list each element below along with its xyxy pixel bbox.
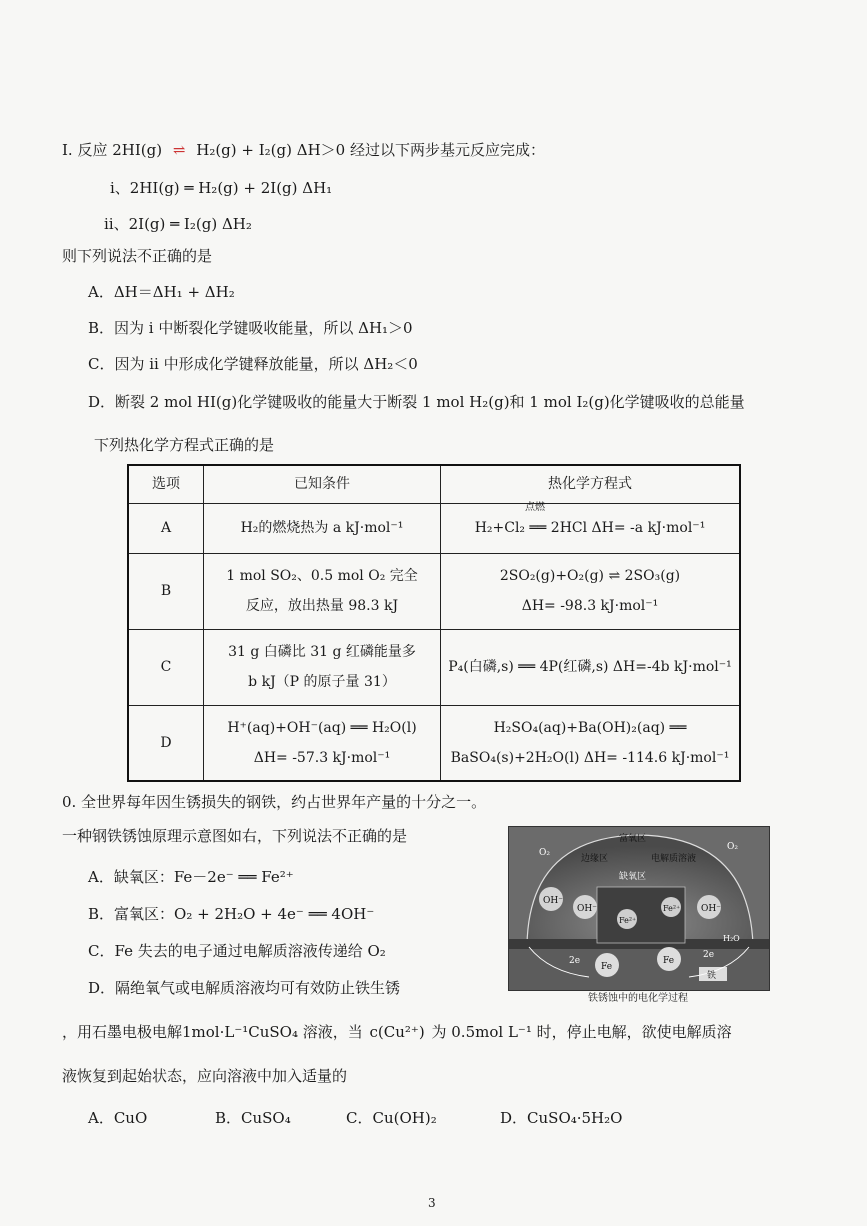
- label-oh-1: OH⁻: [543, 896, 563, 906]
- label-o2-left: O₂: [539, 848, 550, 858]
- row-equation: P₄(白磷,s) ══ 4P(红磷,s) ΔH=-4b kJ·mol⁻¹: [441, 629, 741, 705]
- q3-option-a[interactable]: A．缺氧区：Fe－2e⁻ ══ Fe²⁺: [88, 868, 294, 886]
- row-option[interactable]: B: [128, 553, 204, 629]
- label-rich-oxygen: 富氧区: [619, 834, 647, 844]
- q4-option-c[interactable]: C．Cu(OH)₂: [346, 1109, 437, 1127]
- label-edge: 边缘区: [581, 854, 609, 864]
- corrosion-diagram: [509, 827, 769, 990]
- row-condition: 31 g 白磷比 31 g 红磷能量多 b kJ（P 的原子量 31）: [204, 629, 441, 705]
- label-h2o: H₂O: [723, 934, 740, 943]
- q1-option-b[interactable]: B．因为 i 中断裂化学键吸收能量，所以 ΔH₁＞0: [88, 319, 413, 337]
- row-equation: 2SO₂(g)+O₂(g) ⇌ 2SO₃(g) ΔH= -98.3 kJ·mol⁻¹: [441, 553, 741, 629]
- q2-prompt: 下列热化学方程式正确的是: [94, 436, 275, 454]
- ignite-label: 点燃: [525, 501, 545, 513]
- q1-step-i: ⅰ、2HI(g) ═ H₂(g) + 2I(g) ΔH₁: [110, 179, 333, 197]
- q1-step-ii: ⅱ、2I(g) ═ I₂(g) ΔH₂: [104, 215, 252, 233]
- q3-option-c[interactable]: C．Fe 失去的电子通过电解质溶液传递给 O₂: [88, 942, 386, 960]
- q3-option-b[interactable]: B．富氧区：O₂ + 2H₂O + 4e⁻ ══ 4OH⁻: [88, 905, 375, 923]
- row-equation: 点燃 H₂+Cl₂ ══ 2HCl ΔH= -a kJ·mol⁻¹: [441, 503, 741, 553]
- q3-option-d[interactable]: D．隔绝氧气或电解质溶液均可有效防止铁生锈: [88, 979, 401, 997]
- q4-option-a[interactable]: A．CuO: [88, 1109, 148, 1127]
- corrosion-figure: [508, 826, 770, 991]
- row-condition: H₂的燃烧热为 a kJ·mol⁻¹: [204, 503, 441, 553]
- page-number: 3: [428, 1196, 436, 1210]
- label-fe2-1: Fe²⁺: [619, 916, 637, 925]
- label-oh-2: OH⁻: [577, 904, 597, 914]
- row-option[interactable]: A: [128, 503, 204, 553]
- label-poor-oxygen: 缺氧区: [619, 872, 647, 882]
- row-condition: H⁺(aq)+OH⁻(aq) ══ H₂O(l) ΔH= -57.3 kJ·mol⁻¹: [204, 705, 441, 781]
- label-fe-2: Fe: [663, 956, 675, 966]
- label-e-right: 2e: [703, 950, 715, 960]
- table-header-option: 选项: [128, 465, 204, 503]
- row-option[interactable]: C: [128, 629, 204, 705]
- table-header-condition: 已知条件: [204, 465, 441, 503]
- table-row: [128, 553, 740, 629]
- label-fe2-2: Fe²⁺: [663, 904, 681, 913]
- label-iron: 铁: [707, 971, 717, 981]
- q1-stem: I. 反应 2HI(g) ⇌ H₂(g) + I₂(g) ΔH＞0 经过以下两步基元反应完成：: [62, 141, 545, 159]
- label-e-left: 2e: [569, 956, 581, 966]
- q3-line1: 0. 全世界每年因生锈损失的钢铁，约占世界年产量的十分之一。: [62, 793, 487, 811]
- q1-prompt: 则下列说法不正确的是: [62, 247, 213, 265]
- table-row: [128, 705, 740, 781]
- q1-option-a[interactable]: A．ΔH＝ΔH₁ + ΔH₂: [88, 283, 235, 301]
- q1-option-d[interactable]: D．断裂 2 mol HI(g)化学键吸收的能量大于断裂 1 mol H₂(g)和 1 mol I₂(g)化学键吸收的总能量: [88, 393, 745, 411]
- label-fe-1: Fe: [601, 962, 613, 972]
- label-oh-3: OH⁻: [701, 904, 721, 914]
- table-header-equation: 热化学方程式: [441, 465, 741, 503]
- row-condition: 1 mol SO₂、0.5 mol O₂ 完全 反应，放出热量 98.3 kJ: [204, 553, 441, 629]
- figure-caption: 铁锈蚀中的电化学过程: [588, 993, 688, 1004]
- table-row: [128, 629, 740, 705]
- label-o2-right: O₂: [727, 842, 738, 852]
- reversible-arrow-icon: ⇌: [172, 141, 186, 159]
- q4-option-b[interactable]: B．CuSO₄: [215, 1109, 291, 1127]
- q3-line2: 一种钢铁锈蚀原理示意图如右，下列说法不正确的是: [62, 827, 408, 845]
- q4-line2: 液恢复到起始状态，应向溶液中加入适量的: [62, 1067, 348, 1085]
- thermo-table: [127, 464, 741, 782]
- q1-option-c[interactable]: C．因为 ii 中形成化学键释放能量，所以 ΔH₂＜0: [88, 355, 418, 373]
- row-option[interactable]: D: [128, 705, 204, 781]
- q4-line1: ，用石墨电极电解1mol·L⁻¹CuSO₄ 溶液，当 c(Cu²⁺) 为 0.5mol L⁻¹ 时，停止电解，欲使电解质溶: [62, 1023, 732, 1041]
- label-electrolyte: 电解质溶液: [651, 854, 697, 864]
- q4-option-d[interactable]: D．CuSO₄·5H₂O: [500, 1109, 623, 1127]
- row-equation: H₂SO₄(aq)+Ba(OH)₂(aq) ══ BaSO₄(s)+2H₂O(l) ΔH= -114.6 kJ·mol⁻¹: [441, 705, 741, 781]
- table-row: [128, 503, 740, 553]
